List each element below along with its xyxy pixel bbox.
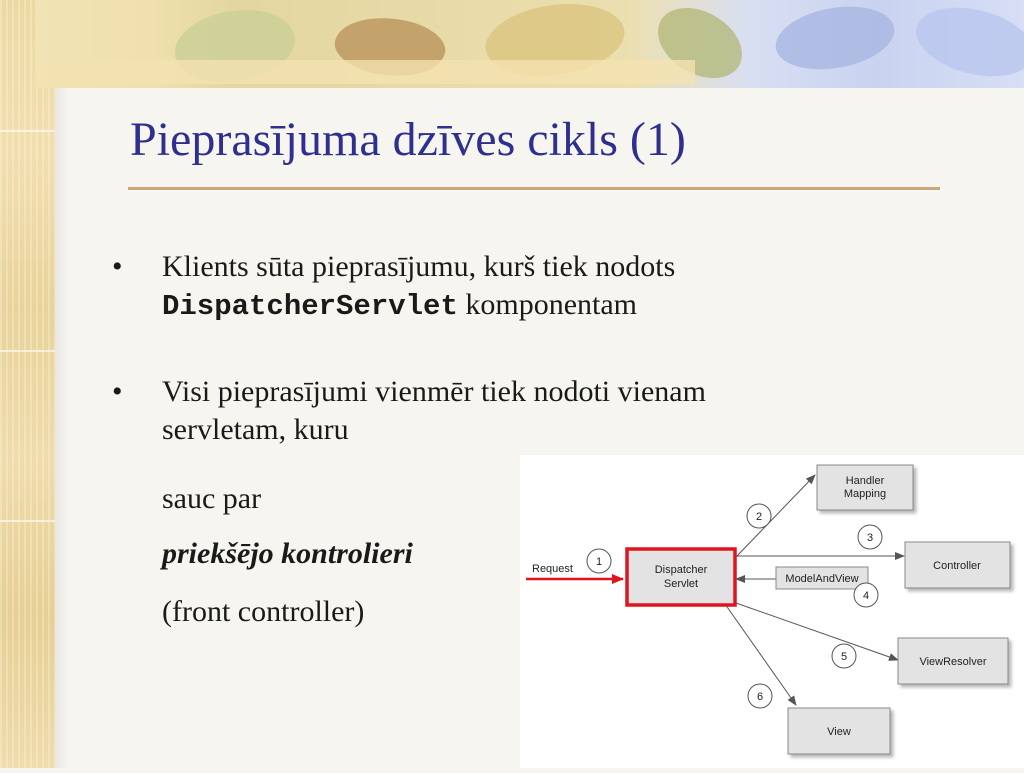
texture-divider (0, 520, 55, 522)
bullet-line: Visi pieprasījumi vienmēr tiek nodoti vienam (162, 375, 706, 408)
code-term: DispatcherServlet (162, 290, 458, 323)
step-1-marker (587, 549, 611, 573)
step-3-marker (858, 525, 882, 549)
dispatcher-label-line2: Servlet (663, 578, 699, 590)
title-underline (128, 187, 940, 190)
texture-divider (0, 130, 55, 132)
background-texture-strip (0, 0, 55, 768)
model-and-view-label: ModelAndView (785, 573, 859, 585)
step-number: 1 (595, 556, 603, 568)
slide-title: Pieprasījuma dzīves cikls (1) (130, 113, 686, 166)
bullet-marker: • (112, 375, 123, 408)
view-label: View (827, 726, 851, 738)
dispatcher-servlet-box (627, 549, 735, 605)
request-label: Request (532, 563, 573, 575)
handler-label-line1: Handler (845, 475, 885, 487)
view-resolver-arrow (736, 603, 898, 660)
step-5-marker (832, 644, 856, 668)
front-controller-term: priekšējo kontrolieri (162, 537, 413, 570)
step-4-marker (854, 583, 878, 607)
bullet-text (162, 373, 706, 449)
step-number: 4 (862, 590, 870, 602)
banner-stripe (35, 60, 695, 84)
dispatcher-label-line1: Dispatcher (654, 564, 708, 576)
leaf-decoration (909, 0, 1024, 88)
step-6-marker (748, 684, 772, 708)
bullet-text (162, 248, 675, 326)
step-number: 3 (866, 532, 874, 544)
texture-divider (0, 350, 55, 352)
handler-label-line2: Mapping (843, 488, 887, 500)
spring-mvc-diagram (520, 455, 1024, 768)
bullet-line: Klients sūta pieprasījumu, kurš tiek nodots (162, 250, 676, 283)
step-number: 2 (755, 511, 763, 523)
diagram-canvas (520, 455, 1024, 768)
bullet-marker: • (112, 250, 123, 283)
controller-label: Controller (933, 560, 981, 572)
step-number: 6 (756, 691, 764, 703)
step-2-marker (747, 504, 771, 528)
front-controller-english: (front controller) (162, 595, 365, 628)
bullet-line-rest: komponentam (457, 288, 637, 321)
bullet-line (162, 286, 675, 326)
view-resolver-label: ViewResolver (919, 656, 987, 668)
bullet-line: servletam, kuru (162, 413, 349, 446)
leaf-decoration (771, 0, 900, 78)
step-number: 5 (840, 651, 848, 663)
sauc-par-line: sauc par (162, 482, 262, 515)
